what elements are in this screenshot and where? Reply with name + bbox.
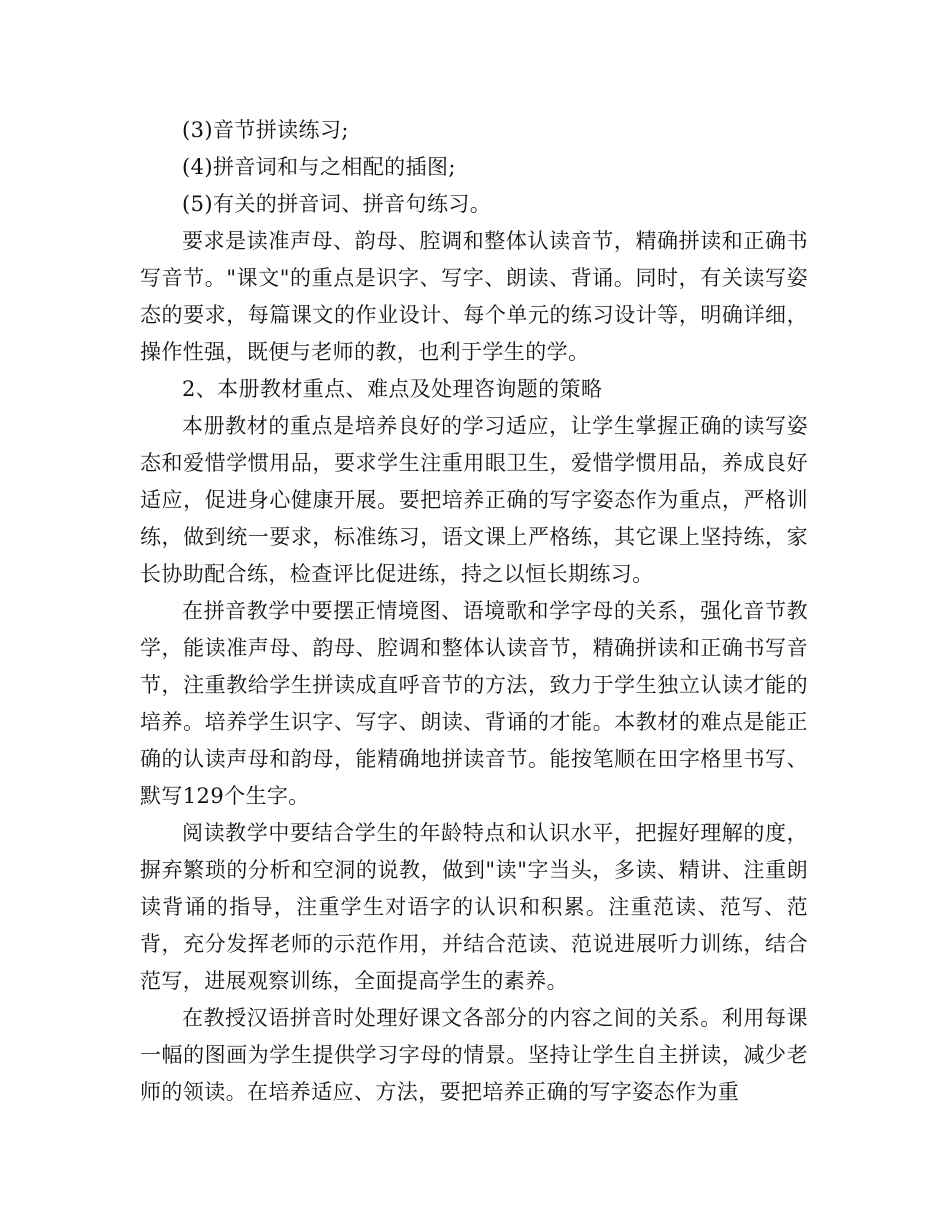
paragraph-reading-teaching: 阅读教学中要结合学生的年龄特点和认识水平，把握好理解的度，摒弃繁琐的分析和空洞的说教，做到"读"字当头，多读、精讲、注重朗读背诵的指导，注重学生对语字的认识和积累。注重范读、范写、范背，充分发挥老师的示范作用，并结合范读、范说进展听力训练，结合范写，进展观察训练，全面提高学生的素养。 [140,821,808,993]
section-heading: 2、本册教材重点、难点及处理咨询题的策略 [182,377,603,401]
paragraph-item-5: (5)有关的拼音词、拼音句练习。 [182,192,492,216]
document-body [140,112,808,1111]
paragraph-requirements: 要求是读准声母、韵母、腔调和整体认读音节，精确拼读和正确书写音节。"课文"的重点是识字、写字、朗读、背诵。同时，有关读写姿态的要求，每篇课文的作业设计、每个单元的练习设计等，明确详细，操作性强，既便与老师的教，也利于学生的学。 [140,229,808,364]
paragraph-item-3: (3)音节拼读练习; [182,118,349,142]
paragraph-pinyin-teaching: 在拼音教学中要摆正情境图、语境歌和学字母的关系，强化音节教学，能读准声母、韵母、腔调和整体认读音节，精确拼读和正确书写音节，注重教给学生拼读成直呼音节的方法，致力于学生独立认读才能的培养。培养学生识字、写字、朗读、背诵的才能。本教材的难点是能正确的认读声母和韵母，能精确地拼读音节。能按笔顺在田字格里书写、默写129个生字。 [140,599,808,808]
paragraph-pinyin-relationships: 在教授汉语拼音时处理好课文各部分的内容之间的关系。利用每课一幅的图画为学生提供学习字母的情景。坚持让学生自主拼读，减少老师的领读。在培养适应、方法，要把培养正确的写字姿态作为重 [140,1006,808,1104]
paragraph-key-points: 本册教材的重点是培养良好的学习适应，让学生掌握正确的读写姿态和爱惜学惯用品，要求学生注重用眼卫生，爱惜学惯用品，养成良好适应，促进身心健康开展。要把培养正确的写字姿态作为重点，严格训练，做到统一要求，标准练习，语文课上严格练，其它课上坚持练，家长协助配合练，检查评比促进练，持之以恒长期练习。 [140,414,808,586]
paragraph-item-4: (4)拼音词和与之相配的插图; [182,155,456,179]
